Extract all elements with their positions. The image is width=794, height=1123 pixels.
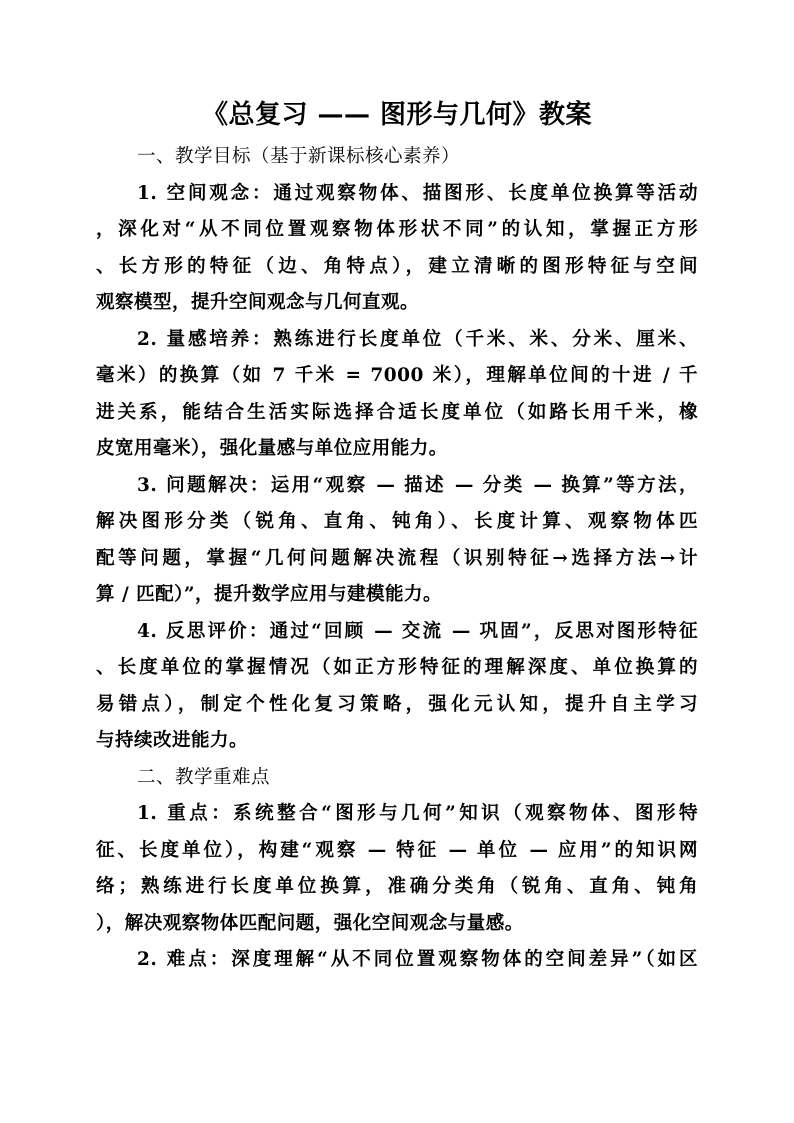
paragraph-line: 络；熟练进行长度单位换算，准确分类角（锐角、直角、钝角 xyxy=(96,876,698,897)
paragraph-line: 1. 重点：系统整合“图形与几何”知识（观察物体、图形特 xyxy=(137,803,698,824)
paragraph-line: 2. 难点：深度理解“从不同位置观察物体的空间差异”（如区 xyxy=(137,949,698,970)
paragraph-line: 、长度单位的掌握情况（如正方形特征的理解深度、单位换算的 xyxy=(96,657,698,678)
paragraph-line: 4. 反思评价：通过“回顾 — 交流 — 巩固”，反思对图形特征 xyxy=(137,620,698,642)
paragraph-line: 征、长度单位），构建“观察 — 特征 — 单位 — 应用”的知识网 xyxy=(96,839,698,861)
document-body xyxy=(96,139,698,979)
section-heading: 二、教学重难点 xyxy=(137,766,271,788)
paragraph-line: 进关系，能结合生活实际选择合适长度单位（如路长用千米，橡 xyxy=(96,401,698,423)
paragraph-line: 毫米）的换算（如 7 千米 = 7000 米），理解单位间的十进 / 千 xyxy=(96,365,698,386)
paragraph-line: 1. 空间观念：通过观察物体、描图形、长度单位换算等活动 xyxy=(137,182,698,204)
paragraph-line: 观察模型，提升空间观念与几何直观。 xyxy=(96,292,420,313)
paragraph-line: 3. 问题解决：运用“观察 — 描述 — 分类 — 换算”等方法， xyxy=(137,474,698,496)
section-heading: 一、教学目标（基于新课标核心素养） xyxy=(137,146,461,167)
paragraph-line: 算 / 匹配）”，提升数学应用与建模能力。 xyxy=(96,584,443,605)
paragraph-line: 配等问题，掌握“几何问题解决流程（识别特征→选择方法→计 xyxy=(96,547,698,569)
paragraph-line: 与持续改进能力。 xyxy=(96,730,249,751)
paragraph-line: 2. 量感培养：熟练进行长度单位（千米、米、分米、厘米、 xyxy=(137,328,698,350)
paragraph-line: 、长方形的特征（边、角特点），建立清晰的图形特征与空间 xyxy=(96,255,698,277)
paragraph-line: ），解决观察物体匹配问题，强化空间观念与量感。 xyxy=(96,912,524,934)
paragraph-line: 解决图形分类（锐角、直角、钝角）、长度计算、观察物体匹 xyxy=(96,511,698,532)
paragraph-line: 易错点），制定个性化复习策略，强化元认知，提升自主学习 xyxy=(96,693,698,715)
paragraph-line: ，深化对“从不同位置观察物体形状不同”的认知，掌握正方形 xyxy=(96,219,698,240)
paragraph-line: 皮宽用毫米），强化量感与单位应用能力。 xyxy=(96,438,448,459)
document-title: 《总复习 —— 图形与几何》教案 xyxy=(201,100,593,130)
